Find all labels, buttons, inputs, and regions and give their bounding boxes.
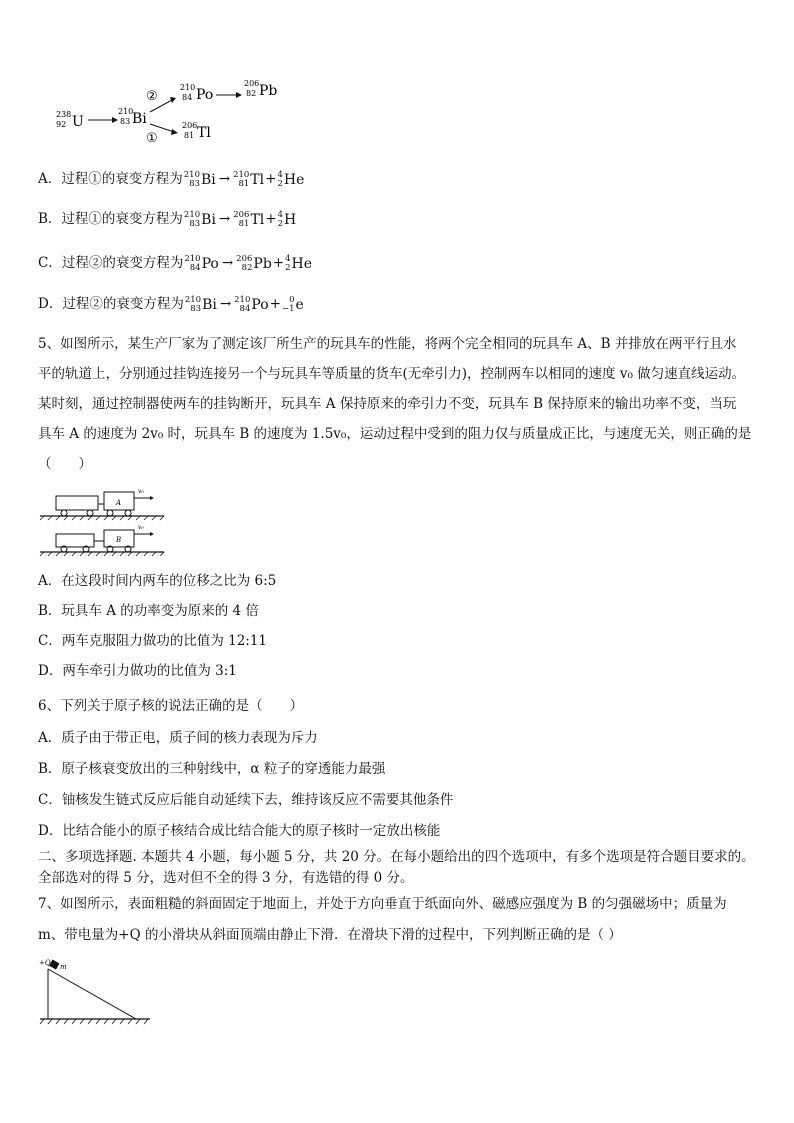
nuclide-bi [118, 107, 147, 127]
element-symbol: Pb [253, 255, 272, 272]
reaction-arrow: → [219, 296, 232, 312]
plus-sign: + [265, 211, 277, 227]
arrowhead-bi-tl [171, 129, 178, 135]
mass-number: 210 [234, 294, 251, 305]
velocity-arrowhead-a [150, 496, 154, 500]
velocity-label-b: v₀ [138, 524, 144, 531]
u-mass: 238 [56, 110, 72, 119]
element-symbol: He [283, 171, 305, 188]
mass-number: 210 [233, 169, 250, 180]
nuclide-p2 [285, 255, 312, 273]
ground-hatching [40, 1019, 148, 1024]
q7-line-1: 7、如图所示，表面粗糙的斜面固定于地面上，并处于方向垂直于纸面向外、磁感应强度为 B 的匀强磁场中；质量为 [38, 896, 727, 912]
q4-option-d [38, 295, 305, 314]
po-symbol: Po [196, 87, 214, 103]
q4-option-a [38, 170, 305, 189]
arrowhead-po-pb [236, 92, 242, 98]
mass-number: 4 [277, 169, 283, 180]
atomic-number: 84 [189, 262, 201, 273]
toy-car-b [104, 530, 134, 552]
option-text: 过程①的衰变方程为 [61, 171, 183, 187]
nuclide-p2 [282, 296, 304, 314]
nuclide-u [56, 110, 84, 130]
element-symbol: Bi [201, 211, 216, 228]
track-a [40, 516, 164, 520]
element-symbol: Tl [250, 171, 265, 188]
q5-line-2: 平的轨道上，分别通过挂钩连接另一个与玩具车等质量的货车(无牵引力)，控制两车以相同的速度 v₀ 做匀速直线运动。 [38, 366, 746, 382]
tl-z: 81 [184, 131, 195, 140]
element-symbol: H [284, 211, 297, 228]
arrowhead-u-bi [112, 117, 118, 123]
nuclide-pb [244, 79, 277, 99]
charge-label: +Q [39, 959, 51, 967]
atomic-number: 2 [285, 262, 291, 273]
plus-sign: + [265, 171, 277, 187]
nuclide-p1 [233, 211, 264, 229]
tl-mass: 206 [182, 121, 198, 130]
q5-line-3: 某时刻，通过控制器使两车的挂钩断开，玩具车 A 保持原来的牵引力不变，玩具车 B 保持原来的输出功率不变，当玩 [38, 396, 737, 412]
car-a-label: A [116, 499, 122, 507]
u-symbol: U [72, 114, 84, 130]
mass-number: 0 [289, 294, 295, 305]
q6-option-c: C．铀核发生链式反应后能自动延续下去，维持该反应不需要其他条件 [38, 792, 454, 808]
plus-sign: + [269, 296, 281, 312]
process-2-label: ② [146, 89, 158, 104]
nuclide-lhs [184, 171, 216, 189]
element-symbol: Po [251, 296, 269, 313]
q6-option-a: A．质子由于带正电，质子间的核力表现为斥力 [38, 730, 318, 746]
atomic-number: 2 [277, 218, 284, 229]
mass-label: m [60, 963, 67, 971]
atomic-number: 83 [189, 178, 200, 189]
freight-car-a [56, 496, 98, 516]
bi-mass: 210 [118, 107, 134, 116]
q5-option-a: A．在这段时间内两车的位移之比为 6:5 [38, 573, 277, 589]
velocity-label-a: v₀ [138, 488, 144, 495]
nuclide-lhs [185, 296, 217, 314]
q6-stem: 6、下列关于原子核的说法正确的是（ ） [38, 698, 304, 714]
car-b-label: B [116, 536, 122, 544]
atomic-number: 2 [277, 178, 283, 189]
atomic-number: −1 [281, 303, 295, 314]
nuclide-lhs [184, 255, 219, 273]
mass-number: 4 [277, 209, 284, 220]
incline-slope [48, 969, 136, 1019]
po-mass: 210 [180, 83, 196, 92]
atomic-number: 83 [190, 303, 202, 314]
plus-sign: + [272, 255, 285, 271]
nuclide-p1 [236, 255, 272, 273]
element-symbol: Tl [250, 211, 265, 228]
reaction-arrow: → [221, 255, 234, 271]
process-1-label: ① [146, 131, 158, 146]
freight-car-b [56, 534, 94, 552]
mass-number: 206 [236, 253, 253, 264]
pb-mass: 206 [244, 79, 260, 88]
q6-option-b: B．原子核衰变放出的三种射线中，α 粒子的穿透能力最强 [38, 761, 386, 777]
track-b [40, 552, 164, 556]
arrowhead-bi-po [170, 97, 176, 103]
option-text: 过程②的衰变方程为 [62, 296, 184, 312]
q5-option-d: D．两车牵引力做功的比值为 3:1 [38, 663, 237, 679]
decay-chain-diagram [54, 78, 294, 148]
toy-car-a [104, 492, 134, 516]
pb-z: 82 [246, 89, 257, 98]
q5-stem [38, 329, 760, 479]
q5-line-4: 具车 A 的速度为 2v₀ 时，玩具车 B 的速度为 1.5v₀，运动过程中受到的阻力仅与质量成正比，与速度无关，则正确的是 [38, 426, 752, 442]
element-symbol: e [295, 296, 304, 313]
mass-number: 210 [184, 294, 202, 305]
option-letter: D． [38, 296, 63, 312]
velocity-arrowhead-b [150, 532, 154, 536]
atomic-number: 83 [189, 218, 201, 229]
option-letter: A． [38, 171, 62, 187]
bi-z: 83 [120, 117, 131, 126]
element-symbol: Bi [200, 171, 216, 188]
atomic-number: 81 [238, 218, 250, 229]
section-2-line-1: 二、多项选择题. 本题共 4 小题，每小题 5 分，共 20 分。在每小题给出的四个选项中，有多个选项是符合题目要求的。 [38, 849, 755, 865]
section-2-line-2: 全部选对的得 5 分，选对但不全的得 3 分，有选错的得 0 分。 [38, 870, 414, 886]
q4-option-b [38, 210, 297, 229]
option-letter: B． [38, 211, 62, 227]
atomic-number: 81 [238, 178, 250, 189]
nuclide-p1 [234, 296, 269, 314]
q4-option-c [38, 254, 313, 273]
atomic-number: 84 [239, 303, 251, 314]
mass-number: 210 [183, 169, 200, 180]
reaction-arrow: → [218, 171, 231, 187]
option-text: 过程②的衰变方程为 [61, 255, 184, 271]
q5-toy-car-figure [38, 482, 168, 556]
nuclide-lhs [184, 211, 216, 229]
option-letter: C． [38, 255, 62, 271]
nuclide-p1 [233, 171, 264, 189]
q5-line-1: 5、如图所示，某生产厂家为了测定该厂所生产的玩具车的性能，将两个完全相同的玩具车 A、B 并排放在两平行且水 [38, 336, 737, 352]
pb-symbol: Pb [259, 83, 278, 99]
u-z: 92 [56, 120, 67, 129]
element-symbol: Po [201, 255, 219, 272]
reaction-arrow: → [218, 211, 231, 227]
q5-line-5: （ ） [38, 456, 92, 472]
po-z: 84 [182, 93, 193, 102]
bi-symbol: Bi [132, 111, 147, 127]
nuclide-tl [182, 121, 211, 141]
q6-option-d: D．比结合能小的原子核结合成比结合能大的原子核时一定放出核能 [38, 823, 441, 839]
nuclide-p2 [277, 171, 304, 189]
atomic-number: 82 [241, 262, 253, 273]
q5-option-c: C．两车克服阻力做功的比值为 12:11 [38, 633, 268, 649]
mass-number: 210 [183, 209, 201, 220]
q7-line-2: m、带电量为+Q 的小滑块从斜面顶端由静止下滑．在滑块下滑的过程中，下列判断正确的是（ ） [38, 927, 622, 943]
option-text: 过程①的衰变方程为 [61, 211, 183, 227]
mass-number: 206 [233, 209, 250, 220]
q5-option-b: B．玩具车 A 的功率变为原来的 4 倍 [38, 603, 259, 619]
q7-incline-figure [38, 955, 158, 1027]
mass-number: 210 [184, 253, 201, 264]
nuclide-po [180, 83, 213, 103]
element-symbol: Bi [202, 296, 217, 313]
tl-symbol: Tl [197, 125, 211, 141]
nuclide-p2 [278, 211, 297, 229]
element-symbol: He [291, 255, 313, 272]
mass-number: 4 [285, 253, 291, 264]
